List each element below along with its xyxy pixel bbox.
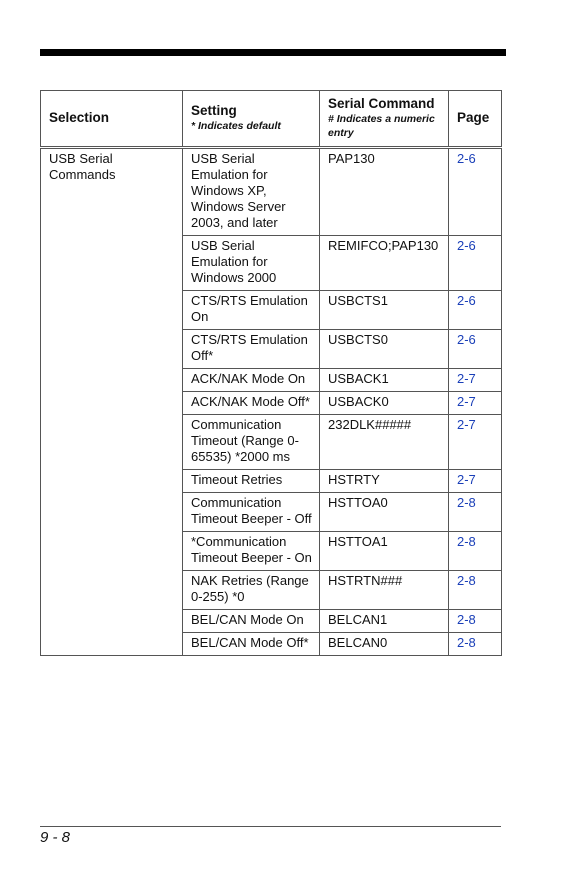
setting-cell: Communication Timeout (Range 0-65535) *2000 ms xyxy=(183,415,320,470)
setting-cell: *Communication Timeout Beeper - On xyxy=(183,532,320,571)
serial-command-cell: HSTTOA1 xyxy=(320,532,449,571)
page-link[interactable]: 2-6 xyxy=(449,236,502,291)
setting-cell: ACK/NAK Mode On xyxy=(183,369,320,392)
serial-command-cell: USBCTS1 xyxy=(320,291,449,330)
serial-command-cell: HSTTOA0 xyxy=(320,493,449,532)
serial-command-cell: 232DLK##### xyxy=(320,415,449,470)
setting-cell: Timeout Retries xyxy=(183,470,320,493)
table-row xyxy=(41,148,502,236)
bottom-rule xyxy=(40,826,501,827)
setting-cell: CTS/RTS Emulation On xyxy=(183,291,320,330)
header-page xyxy=(449,91,502,148)
setting-cell: CTS/RTS Emulation Off* xyxy=(183,330,320,369)
header-selection-label: Selection xyxy=(49,110,110,125)
page-link[interactable]: 2-6 xyxy=(449,291,502,330)
setting-cell: ACK/NAK Mode Off* xyxy=(183,392,320,415)
table-body xyxy=(41,148,502,656)
header-setting-label: Setting xyxy=(191,103,237,118)
page-link[interactable]: 2-8 xyxy=(449,493,502,532)
header-serial-command xyxy=(320,91,449,148)
page-link[interactable]: 2-7 xyxy=(449,392,502,415)
serial-command-cell: PAP130 xyxy=(320,148,449,236)
setting-cell: USB Serial Emulation for Windows 2000 xyxy=(183,236,320,291)
page-link[interactable]: 2-7 xyxy=(449,369,502,392)
top-rule xyxy=(40,49,506,56)
setting-cell: BEL/CAN Mode On xyxy=(183,610,320,633)
page-link[interactable]: 2-7 xyxy=(449,470,502,493)
serial-command-cell: BELCAN1 xyxy=(320,610,449,633)
serial-command-cell: USBACK1 xyxy=(320,369,449,392)
setting-cell: USB Serial Emulation for Windows XP, Windows Server 2003, and later xyxy=(183,148,320,236)
serial-command-cell: HSTRTY xyxy=(320,470,449,493)
selection-group-cell: USB Serial Commands xyxy=(41,148,183,656)
header-serial-command-label: Serial Command xyxy=(328,96,435,111)
serial-command-cell: USBACK0 xyxy=(320,392,449,415)
header-setting-note: * Indicates default xyxy=(191,120,281,132)
header-page-label: Page xyxy=(457,110,490,125)
page-link[interactable]: 2-6 xyxy=(449,148,502,236)
table-header-row xyxy=(41,91,502,148)
page-link[interactable]: 2-8 xyxy=(449,532,502,571)
page-link[interactable]: 2-8 xyxy=(449,610,502,633)
header-serial-command-note: # Indicates a numeric entry xyxy=(328,113,435,139)
serial-command-cell: BELCAN0 xyxy=(320,633,449,656)
page-number: 9 - 8 xyxy=(40,829,71,846)
serial-command-cell: REMIFCO;PAP130 xyxy=(320,236,449,291)
page-link[interactable]: 2-8 xyxy=(449,633,502,656)
page-link[interactable]: 2-8 xyxy=(449,571,502,610)
page-link[interactable]: 2-7 xyxy=(449,415,502,470)
header-setting xyxy=(183,91,320,148)
header-selection xyxy=(41,91,183,148)
serial-commands-table xyxy=(40,90,502,656)
setting-cell: Communication Timeout Beeper - Off xyxy=(183,493,320,532)
serial-command-cell: USBCTS0 xyxy=(320,330,449,369)
serial-command-cell: HSTRTN### xyxy=(320,571,449,610)
setting-cell: BEL/CAN Mode Off* xyxy=(183,633,320,656)
setting-cell: NAK Retries (Range 0-255) *0 xyxy=(183,571,320,610)
page-link[interactable]: 2-6 xyxy=(449,330,502,369)
